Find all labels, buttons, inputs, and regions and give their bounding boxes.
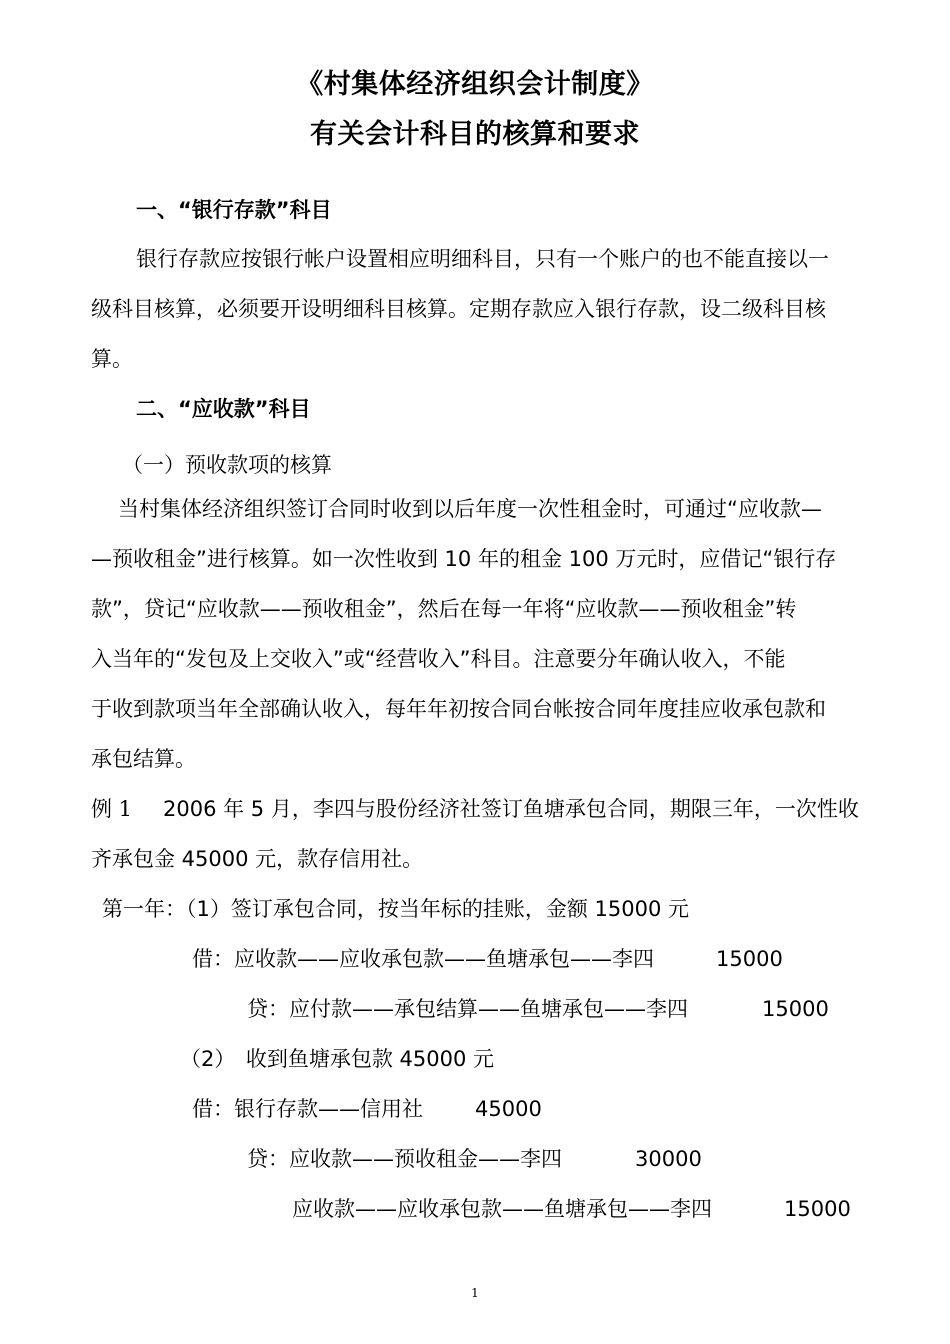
entry1-debit-amount: 15000	[716, 947, 783, 971]
entry1-debit: 借：应收款——应收承包款——鱼塘承包——李四	[192, 947, 654, 971]
page-number: 1	[471, 1286, 479, 1300]
entry2-credit2: 应收款——应收承包款——鱼塘承包——李四	[292, 1197, 712, 1221]
example-text-line1: 2006 年 5 月，李四与股份经济社签订鱼塘承包合同，期限三年，一次性收	[163, 797, 859, 821]
document-title-line2: 有关会计科目的核算和要求	[310, 119, 640, 150]
section2-heading: 二、“应收款”科目	[136, 397, 311, 421]
entry2-credit1-amount: 30000	[635, 1147, 702, 1171]
entry2-credit1: 贷：应收款——预收租金——李四	[247, 1147, 562, 1171]
entry1-credit-amount: 15000	[762, 997, 829, 1021]
section2-paragraph-line6: 承包结算。	[91, 747, 196, 771]
section2-paragraph-line3: 款”，贷记“应收款——预收租金”，然后在每一年将“应收款——预收租金”转	[91, 597, 797, 621]
section2-paragraph-line5: 于收到款项当年全部确认收入，每年年初按合同台帐按合同年度挂应收承包款和	[91, 697, 826, 721]
section1-paragraph-line3: 算。	[91, 347, 133, 371]
entry2-debit-amount: 45000	[475, 1097, 542, 1121]
example-label: 例 1	[91, 797, 133, 821]
section2-paragraph-line1: 当村集体经济组织签订合同时收到以后年度一次性租金时，可通过“应收款—	[118, 497, 822, 521]
example-year1-step1: 第一年：（1）签订承包合同，按当年标的挂账，金额 15000 元	[102, 897, 690, 921]
section2-subheading: （一）预收款项的核算	[122, 453, 332, 477]
entry2-credit2-amount: 15000	[784, 1197, 851, 1221]
section1-paragraph-line2: 级科目核算，必须要开设明细科目核算。定期存款应入银行存款，设二级科目核	[91, 297, 826, 321]
section1-heading: 一、“银行存款”科目	[136, 198, 332, 222]
example-step2: （2） 收到鱼塘承包款 45000 元	[180, 1047, 495, 1071]
document-title-line1: 《村集体经济组织会计制度》	[296, 69, 654, 100]
section2-paragraph-line4: 入当年的“发包及上交收入”或“经营收入”科目。注意要分年确认收入，不能	[91, 647, 786, 671]
section1-paragraph-line1: 银行存款应按银行帐户设置相应明细科目，只有一个账户的也不能直接以一	[136, 247, 829, 271]
entry1-credit: 贷：应付款——承包结算——鱼塘承包——李四	[247, 997, 688, 1021]
section2-paragraph-line2: —预收租金”进行核算。如一次性收到 10 年的租金 100 万元时，应借记“银行存	[91, 547, 837, 571]
example-text-line2: 齐承包金 45000 元，款存信用社。	[91, 847, 424, 871]
entry2-debit: 借：银行存款——信用社	[192, 1097, 423, 1121]
